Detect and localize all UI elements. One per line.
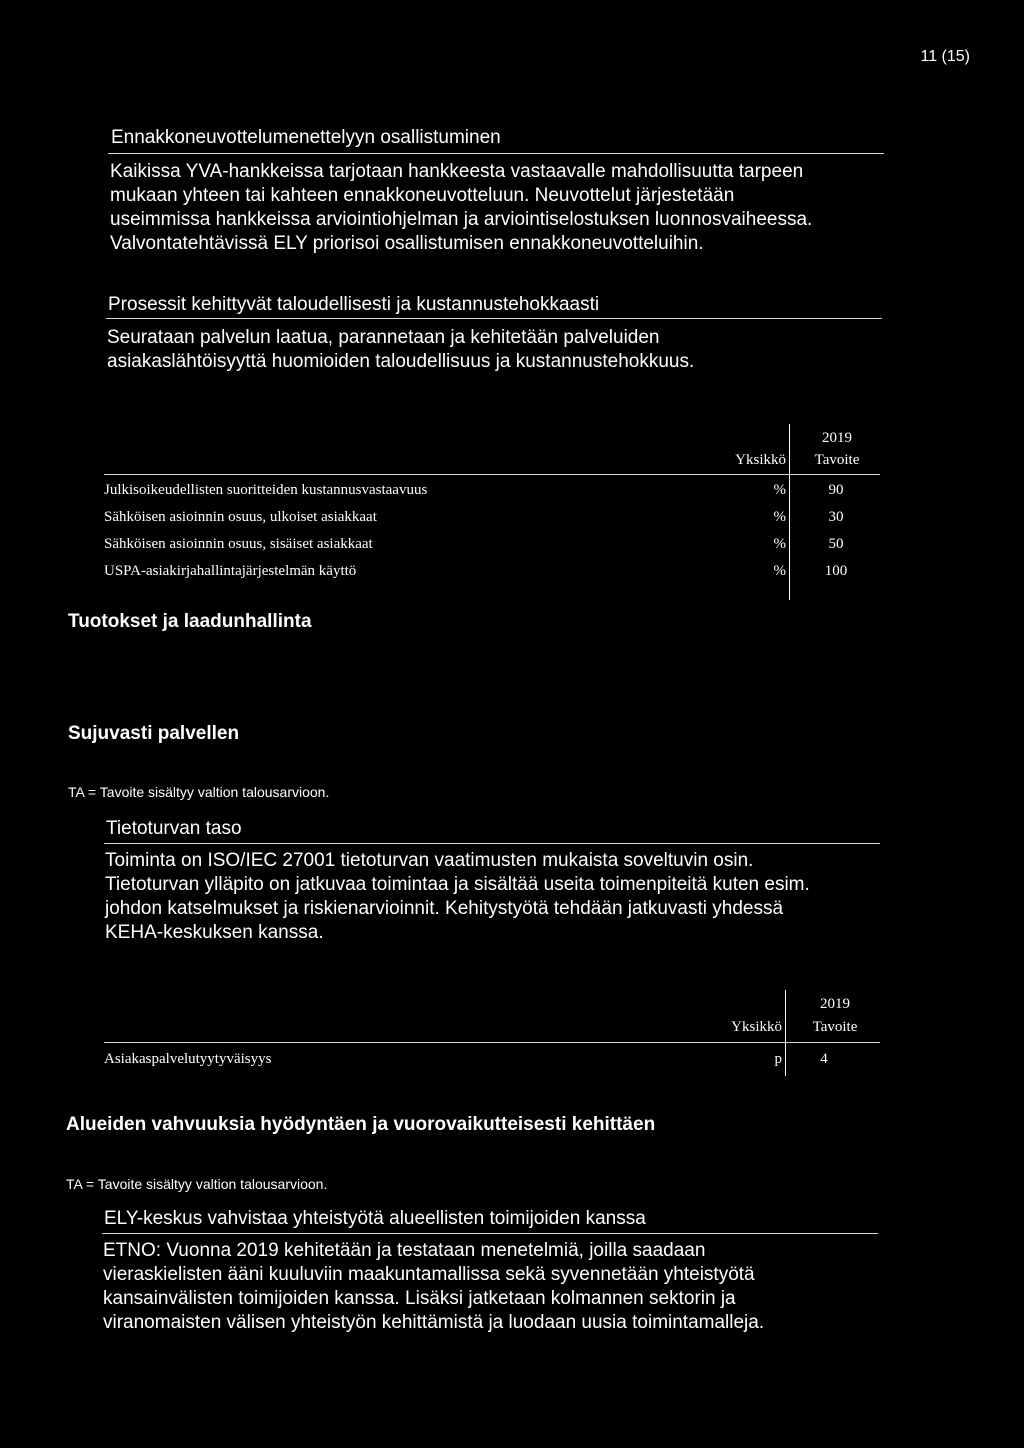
- section-title-pre-consultation: Ennakkoneuvottelumenettelyyn osallistuminen: [111, 127, 501, 148]
- table-header-year: 2019: [820, 996, 850, 1012]
- section-divider: [106, 318, 882, 319]
- table-header-rule: [104, 1042, 880, 1043]
- body-line: Seurataan palvelun laatua, parannetaan ja kehitetään palveluiden: [107, 327, 660, 348]
- body-line: useimmissa hankkeissa arviointiohjelman ja arviointiselostuksen luonnosvaiheessa.: [110, 209, 813, 230]
- row-unit: p: [774, 1051, 782, 1067]
- section-body-info-security: [105, 849, 810, 945]
- row-value: 50: [828, 536, 844, 552]
- row-unit: %: [773, 482, 786, 498]
- row-label: USPA-asiakirjahallintajärjestelmän käyttö: [104, 563, 357, 579]
- row-label: Sähköisen asioinnin osuus, ulkoiset asiakkaat: [104, 509, 377, 525]
- row-label: Sähköisen asioinnin osuus, sisäiset asiakkaat: [104, 536, 373, 552]
- section-body-regional-cooperation: [103, 1239, 764, 1335]
- body-line: mukaan yhteen tai kahteen ennakkoneuvotteluun. Neuvottelut järjestetään: [110, 185, 735, 206]
- body-line: kansainvälisten toimijoiden kanssa. Lisäksi jatketaan kolmannen sektorin ja: [103, 1288, 736, 1309]
- table-header-unit: Yksikkö: [735, 452, 786, 468]
- section-divider: [102, 1233, 878, 1234]
- body-line: Kaikissa YVA-hankkeissa tarjotaan hankkeesta vastaavalle mahdollisuutta tarpeen: [110, 161, 804, 182]
- heading-regional-strengths: Alueiden vahvuuksia hyödyntäen ja vuorovaikutteisesti kehittäen: [66, 1114, 656, 1135]
- section-body-processes: [107, 326, 694, 374]
- body-line: asiakaslähtöisyyttä huomioiden taloudellisuus ja kustannustehokkuus.: [107, 351, 695, 372]
- row-value: 100: [824, 563, 848, 579]
- table-header-unit: Yksikkö: [731, 1019, 782, 1035]
- section-title-regional-cooperation: ELY-keskus vahvistaa yhteistyötä alueellisten toimijoiden kanssa: [104, 1208, 646, 1229]
- section-body-pre-consultation: [110, 160, 812, 256]
- table-header-target: Tavoite: [814, 452, 860, 468]
- body-line: KEHA-keskuksen kanssa.: [105, 922, 324, 943]
- table-header-target: Tavoite: [812, 1019, 858, 1035]
- row-value: 4: [820, 1051, 828, 1067]
- kpi-table-processes: [104, 424, 880, 604]
- section-title-info-security: Tietoturvan taso: [106, 818, 242, 839]
- body-line: vieraskielisten ääni kuuluviin maakuntamallissa sekä syvennetään yhteistyötä: [103, 1264, 755, 1285]
- table-header-rule: [104, 474, 880, 475]
- table-header-year: 2019: [822, 430, 852, 446]
- row-unit: %: [773, 536, 786, 552]
- kpi-table-security: [104, 990, 880, 1080]
- body-line: Valvontatehtävissä ELY priorisoi osallistumisen ennakkoneuvotteluihin.: [110, 233, 704, 254]
- heading-outputs-quality: Tuotokset ja laadunhallinta: [68, 611, 312, 632]
- table-row: [104, 507, 880, 527]
- section-divider: [104, 843, 880, 844]
- section-title-processes: Prosessit kehittyvät taloudellisesti ja kustannustehokkaasti: [108, 294, 600, 315]
- body-line: Tietoturvan ylläpito on jatkuvaa toimintaa ja sisältää useita toimenpiteitä kuten esim.: [105, 874, 810, 895]
- body-line: viranomaisten välisen yhteistyön kehittämistä ja luodaan uusia toimintamalleja.: [103, 1312, 765, 1333]
- section-divider: [108, 153, 884, 154]
- row-label: Asiakaspalvelutyytyväisyys: [104, 1051, 272, 1067]
- budget-note: TA = Tavoite sisältyy valtion talousarvioon.: [66, 1176, 328, 1192]
- table-row: [104, 561, 880, 581]
- budget-note: TA = Tavoite sisältyy valtion talousarvioon.: [68, 784, 330, 800]
- row-label: Julkisoikeudellisten suoritteiden kustannusvastaavuus: [104, 482, 428, 498]
- row-unit: %: [773, 509, 786, 525]
- body-line: johdon katselmukset ja riskienarvioinnit. Kehitystyötä tehdään jatkuvasti yhdessä: [105, 898, 784, 919]
- table-row: [104, 1049, 880, 1069]
- table-row: [104, 534, 880, 554]
- body-line: ETNO: Vuonna 2019 kehitetään ja testataan menetelmiä, joilla saadaan: [103, 1240, 706, 1261]
- table-row: [104, 480, 880, 500]
- row-value: 90: [828, 482, 844, 498]
- page-number: 11 (15): [920, 48, 970, 65]
- heading-smooth-service: Sujuvasti palvellen: [68, 723, 240, 744]
- row-unit: %: [773, 563, 786, 579]
- row-value: 30: [828, 509, 844, 525]
- body-line: Toiminta on ISO/IEC 27001 tietoturvan vaatimusten mukaista soveltuvin osin.: [105, 850, 754, 871]
